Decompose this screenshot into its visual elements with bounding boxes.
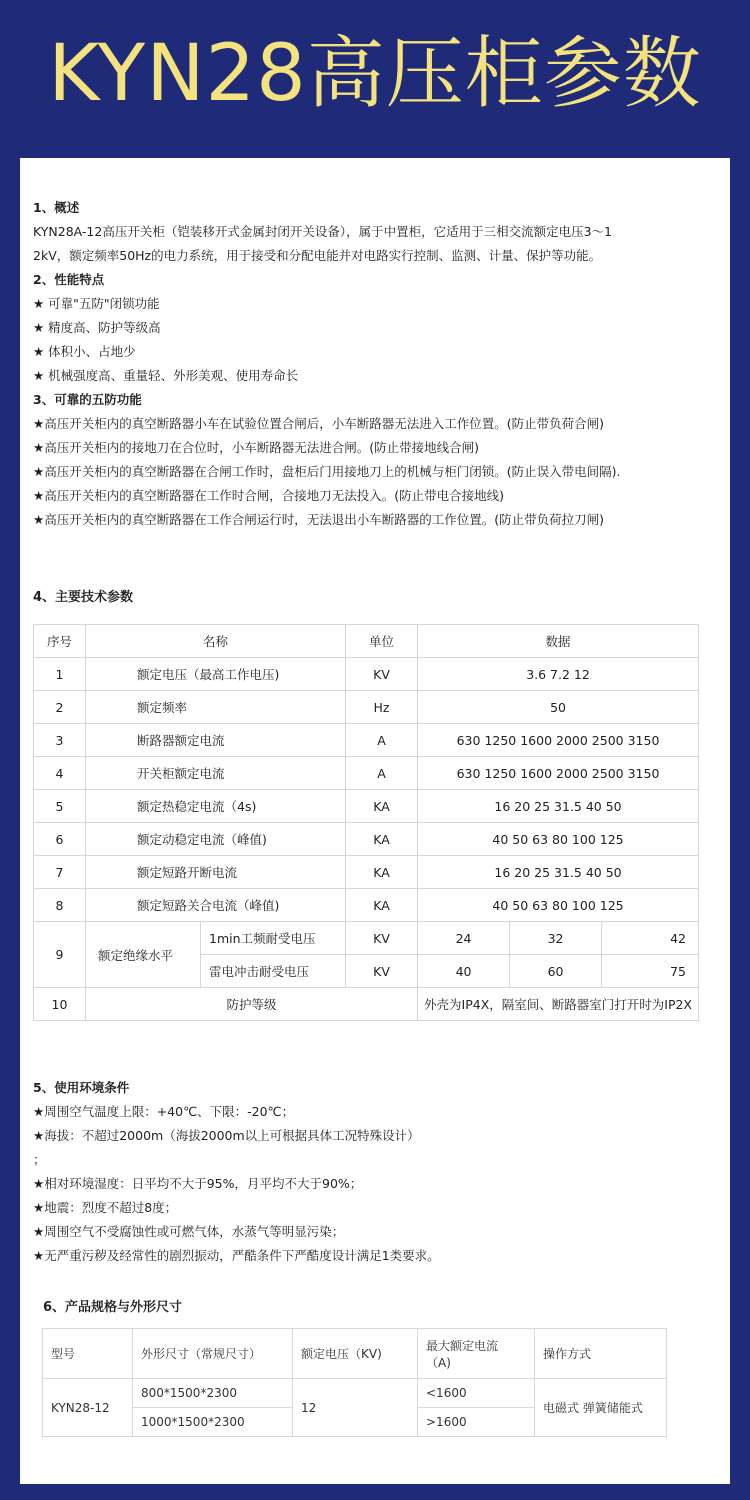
table-cell: 额定频率: [86, 691, 346, 724]
section-heading: 1、概述: [33, 200, 80, 215]
header-cell: [418, 1329, 535, 1379]
page-footer-band: [0, 1484, 750, 1500]
table-cell: 12: [293, 1379, 418, 1437]
section-heading: 2、性能特点: [33, 272, 105, 287]
table-cell: 16 20 25 31.5 40 50: [418, 790, 699, 823]
header-line: 最大额定电流: [426, 1338, 499, 1353]
list-item: ★ 精度高、防护等级高: [33, 320, 161, 335]
table-cell: 40: [418, 955, 510, 988]
header-cell: 序号: [34, 625, 86, 658]
list-item: ★高压开关柜内的真空断路器在合闸工作时，盘柜后门用接地刀上的机械与柜门闭锁。(防止误入带电间隔).: [33, 464, 621, 479]
list-item: ★相对环境湿度：日平均不大于95%，月平均不大于90%；: [33, 1176, 363, 1191]
table-cell: 3: [34, 724, 86, 757]
header-cell: 额定电压（KV): [293, 1329, 418, 1379]
table-cell: 32: [510, 922, 602, 955]
table-cell: 1000*1500*2300: [133, 1408, 293, 1437]
list-item: ★周围空气不受腐蚀性或可燃气体，水蒸气等明显污染；: [33, 1224, 345, 1239]
table-cell: 额定短路关合电流（峰值): [86, 889, 346, 922]
table-row: [34, 790, 699, 823]
table-header-row: [43, 1329, 667, 1379]
table-cell: 630 1250 1600 2000 2500 3150: [418, 757, 699, 790]
table-cell: KYN28-12: [43, 1379, 133, 1437]
header-cell: 型号: [43, 1329, 133, 1379]
table-row: [34, 724, 699, 757]
table-cell: 额定绝缘水平: [86, 922, 201, 988]
table-row: [43, 1379, 667, 1408]
list-item: ★无严重污秽及经常性的剧烈振动，严酷条件下严酷度设计满足1类要求。: [33, 1248, 440, 1263]
table-cell: A: [346, 724, 418, 757]
list-item: ★高压开关柜内的真空断路器在工作合闸运行时，无法退出小车断路器的工作位置。(防止带负荷拉刀闸): [33, 512, 604, 527]
table-cell: 额定电压（最高工作电压): [86, 658, 346, 691]
parameters-table: [33, 624, 699, 1021]
page-header: [0, 0, 750, 158]
table-cell: 1: [34, 658, 86, 691]
table-cell: 630 1250 1600 2000 2500 3150: [418, 724, 699, 757]
table-cell: 断路器额定电流: [86, 724, 346, 757]
table-row: [34, 988, 699, 1021]
table-cell: 9: [34, 922, 86, 988]
table-row: [34, 856, 699, 889]
section-overview: [33, 196, 720, 532]
table-cell: 50: [418, 691, 699, 724]
table-cell: 7: [34, 856, 86, 889]
table-cell: KV: [346, 922, 418, 955]
table-cell: 雷电冲击耐受电压: [201, 955, 346, 988]
table-cell: >1600: [418, 1408, 535, 1437]
specifications-table: [42, 1328, 667, 1437]
table-cell: 40 50 63 80 100 125: [418, 823, 699, 856]
section-heading: 6、产品规格与外形尺寸: [43, 1300, 183, 1315]
table-cell: 16 20 25 31.5 40 50: [418, 856, 699, 889]
list-item: ★高压开关柜内的接地刀在合位时，小车断路器无法进合闸。(防止带接地线合闸): [33, 440, 479, 455]
table-cell: KV: [346, 658, 418, 691]
table-cell: 6: [34, 823, 86, 856]
list-item: ★海拔：不超过2000m（海拔2000m以上可根据具体工况特殊设计）: [33, 1128, 420, 1143]
table-cell: Hz: [346, 691, 418, 724]
table-cell: 75: [602, 955, 699, 988]
table-row: [34, 823, 699, 856]
table-cell: 2: [34, 691, 86, 724]
table-cell: KA: [346, 889, 418, 922]
list-item: ★高压开关柜内的真空断路器在工作时合闸，合接地刀无法投入。(防止带电合接地线): [33, 488, 504, 503]
table-cell: <1600: [418, 1379, 535, 1408]
paragraph-line: 2kV，额定频率50Hz的电力系统，用于接受和分配电能并对电路实行控制、监测、计量、保护等功能。: [33, 248, 602, 263]
header-cell: 数据: [418, 625, 699, 658]
table-cell: 4: [34, 757, 86, 790]
table-cell: KA: [346, 790, 418, 823]
list-item: ★ 可靠"五防"闭锁功能: [33, 296, 160, 311]
table-cell: 8: [34, 889, 86, 922]
table-row: [34, 757, 699, 790]
table-cell: 10: [34, 988, 86, 1021]
table-row: [34, 922, 699, 955]
table-cell: 60: [510, 955, 602, 988]
section-heading: 3、可靠的五防功能: [33, 392, 142, 407]
table-cell: KA: [346, 823, 418, 856]
page-title: KYN28高压柜参数: [48, 29, 702, 119]
table-row: [34, 658, 699, 691]
header-cell: 单位: [346, 625, 418, 658]
table-row: [34, 691, 699, 724]
list-item: ★ 体积小、占地少: [33, 344, 136, 359]
list-item: ★地震：烈度不超过8度；: [33, 1200, 178, 1215]
header-cell: 外形尺寸（常规尺寸）: [133, 1329, 293, 1379]
table-cell: 3.6 7.2 12: [418, 658, 699, 691]
table-header-row: [34, 625, 699, 658]
table-cell: A: [346, 757, 418, 790]
header-cell: 操作方式: [535, 1329, 667, 1379]
table-cell: 24: [418, 922, 510, 955]
table-cell: 额定热稳定电流（4s): [86, 790, 346, 823]
table-cell: 5: [34, 790, 86, 823]
header-cell: 名称: [86, 625, 346, 658]
paragraph-line: KYN28A-12高压开关柜（铠装移开式金属封闭开关设备），属于中置柜，它适用于三相交流额定电压3～1: [33, 224, 612, 239]
header-line: （A): [426, 1355, 451, 1370]
table-cell: 40 50 63 80 100 125: [418, 889, 699, 922]
table-cell: 额定短路开断电流: [86, 856, 346, 889]
table-row: [34, 889, 699, 922]
table-cell: 开关柜额定电流: [86, 757, 346, 790]
table-cell: 外壳为IP4X，隔室间、断路器室门打开时为IP2X: [418, 988, 699, 1021]
list-item: ★ 机械强度高、重量轻、外形美观、使用寿命长: [33, 368, 299, 383]
content-panel: [20, 158, 730, 1484]
table-cell: 防护等级: [86, 988, 418, 1021]
table-cell: 电磁式 弹簧储能式: [535, 1379, 667, 1437]
table-cell: 额定动稳定电流（峰值): [86, 823, 346, 856]
list-item: ★周围空气温度上限：+40℃、下限：-20℃；: [33, 1104, 295, 1119]
table-cell: 42: [602, 922, 699, 955]
section-heading: 4、主要技术参数: [33, 590, 134, 605]
section-environment: [33, 1076, 720, 1268]
list-item: ；: [33, 1152, 46, 1167]
table-cell: KA: [346, 856, 418, 889]
list-item: ★高压开关柜内的真空断路器小车在试验位置合闸后，小车断路器无法进入工作位置。(防止带负荷合闸): [33, 416, 604, 431]
section-heading: 5、使用环境条件: [33, 1080, 130, 1095]
table-cell: 800*1500*2300: [133, 1379, 293, 1408]
table-cell: KV: [346, 955, 418, 988]
table-cell: 1min工频耐受电压: [201, 922, 346, 955]
